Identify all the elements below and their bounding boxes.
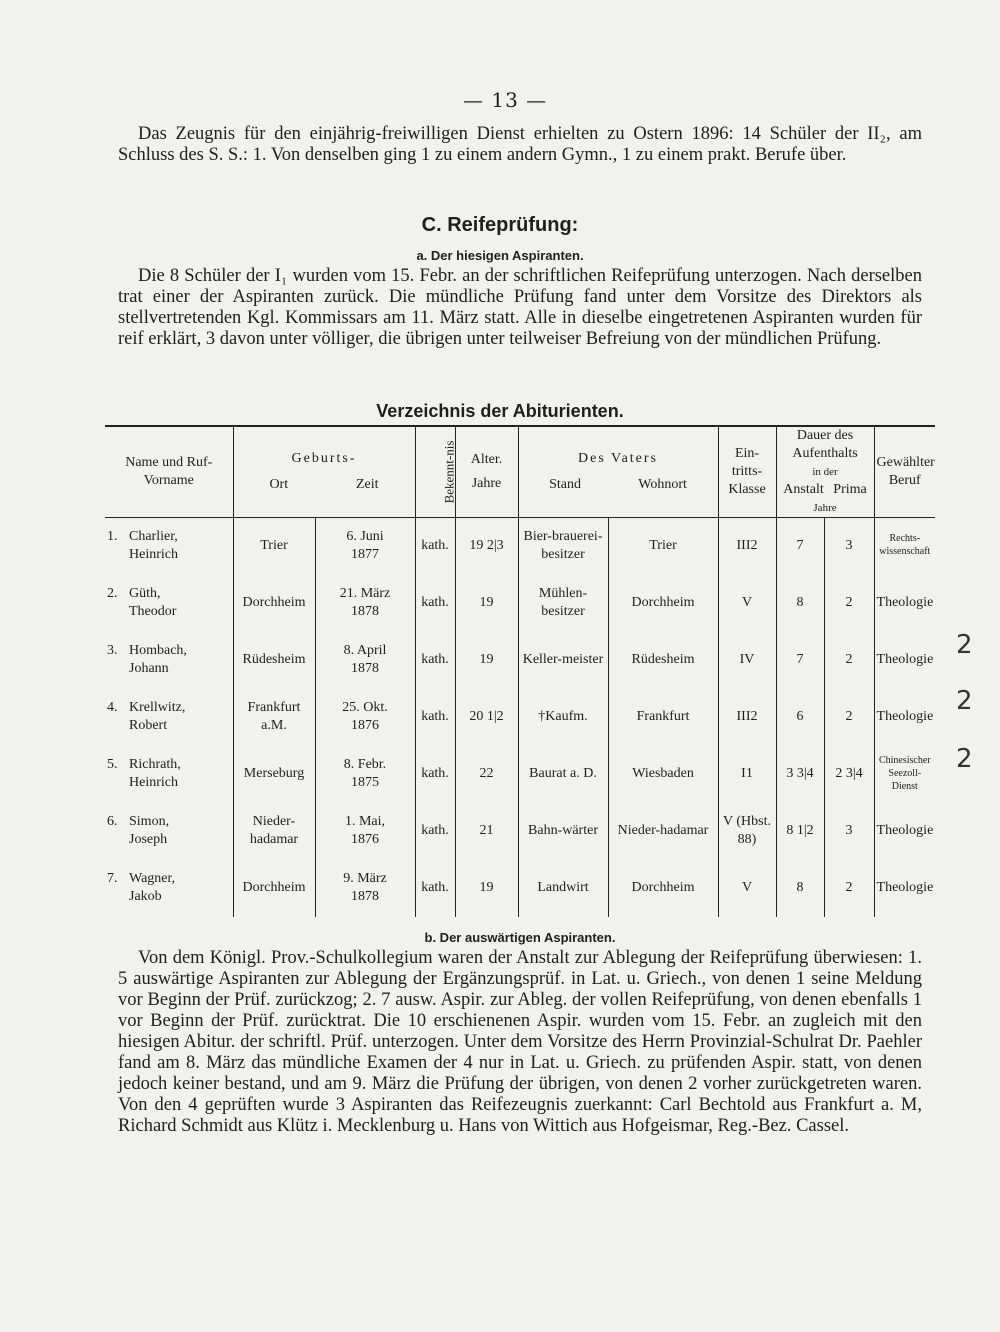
abiturienten-table: [105, 425, 935, 917]
margin-mark: 2: [956, 686, 973, 716]
header-vater: [518, 426, 718, 518]
header-alter-label: Alter.: [470, 452, 503, 467]
row-birthdate-day: 25. Okt.: [342, 700, 388, 715]
row-age: 19: [479, 595, 494, 610]
table-cell: [455, 518, 518, 575]
row-age: 19: [479, 880, 494, 895]
table-cell: [315, 803, 415, 860]
row-entry-class: V: [741, 595, 753, 610]
table-cell: [776, 632, 824, 689]
intro-text: Das Zeugnis für den einjährig-freiwilligen Dienst erhielten zu Ostern 1896: 14 Schüler der II₂, am Schluss des S. S.: 1. Von denselben ging 1 zu einem andern Gymn., 1 zu einem prakt. Berufe über.: [118, 124, 922, 165]
row-birthplace: Trier: [260, 538, 288, 554]
header-anstalt: Anstalt: [783, 482, 824, 497]
table-cell: [874, 860, 935, 917]
row-birthdate-year: 1878: [351, 661, 379, 676]
header-alter-jahre: Jahre: [471, 476, 502, 491]
row-confession: kath.: [421, 538, 449, 554]
table-cell: [518, 632, 608, 689]
row-years-prima: 2: [845, 595, 853, 610]
row-birthplace: Dorchheim: [242, 595, 306, 610]
table-cell: [824, 575, 874, 632]
row-age: 20 1|2: [469, 709, 504, 724]
table-cell: [455, 689, 518, 746]
row-firstname: Johann: [129, 661, 169, 676]
table-header-row: [105, 426, 935, 518]
row-father-occupation: Baurat a. D.: [529, 766, 597, 781]
table-cell: [718, 746, 776, 803]
table-cell: [824, 746, 874, 803]
row-surname: Richrath,: [129, 757, 181, 772]
row-birthdate-day: 6. Juni: [346, 529, 384, 545]
table-cell: [518, 575, 608, 632]
table-cell: [824, 518, 874, 575]
header-prima: Prima: [833, 482, 867, 497]
table-cell: [455, 575, 518, 632]
table-cell: [608, 860, 718, 917]
table-cell: [874, 746, 935, 803]
table-cell: [233, 689, 315, 746]
row-birthdate-day: 8. April: [343, 643, 387, 658]
table-cell: [824, 632, 874, 689]
row-surname: Simon,: [129, 814, 170, 829]
header-dauer: [776, 426, 874, 518]
row-years-prima: 2: [845, 709, 853, 724]
table-row: [105, 575, 935, 632]
paragraph-b: [118, 948, 922, 1137]
row-number: 1.: [107, 529, 118, 545]
page-number: — 13 —: [463, 88, 548, 112]
header-dauer-jahre: Jahre: [813, 502, 837, 514]
row-birthdate-day: 21. März: [339, 586, 391, 601]
row-birthplace: Dorchheim: [242, 880, 306, 895]
row-number: 4.: [107, 700, 118, 715]
table-cell: [874, 689, 935, 746]
header-in-der: in der: [812, 466, 838, 478]
row-surname: Charlier,: [129, 529, 178, 545]
header-ort: Ort: [269, 477, 289, 492]
row-years-prima: 3: [845, 538, 853, 554]
table-cell: [455, 632, 518, 689]
table-cell: [608, 689, 718, 746]
row-surname: Wagner,: [129, 871, 176, 886]
table-cell: [874, 803, 935, 860]
table-cell: [315, 575, 415, 632]
row-father-residence: Nieder-hadamar: [617, 823, 709, 838]
table-cell: [718, 860, 776, 917]
row-years-anstalt: 7: [796, 652, 804, 667]
row-years-anstalt: 7: [796, 538, 804, 554]
row-career: Theologie: [876, 823, 934, 838]
table-cell: [718, 575, 776, 632]
paragraph-a: [118, 266, 922, 350]
row-confession: kath.: [421, 595, 449, 610]
row-surname: Hombach,: [129, 643, 187, 658]
row-number: 5.: [107, 757, 118, 772]
table-cell: [518, 803, 608, 860]
table-cell: [718, 632, 776, 689]
table-cell: [105, 803, 233, 860]
table-cell: [518, 689, 608, 746]
header-bekenntnis: [415, 426, 455, 518]
table-cell: [415, 575, 455, 632]
table-title: Verzeichnis der Abiturienten.: [376, 401, 624, 421]
table-row: [105, 860, 935, 917]
row-number: 7.: [107, 871, 118, 886]
row-age: 21: [479, 823, 494, 838]
table-row: [105, 689, 935, 746]
row-years-anstalt: 6: [796, 709, 804, 724]
table-cell: [824, 803, 874, 860]
subsection-a-title: a. Der hiesigen Aspiranten.: [416, 248, 584, 263]
table-cell: [776, 575, 824, 632]
row-father-occupation: Bahn-wärter: [528, 823, 598, 838]
row-firstname: Heinrich: [129, 775, 178, 790]
row-father-occupation: Mühlen-besitzer: [538, 586, 588, 619]
row-father-residence: Dorchheim: [631, 880, 695, 895]
row-entry-class: III2: [736, 709, 758, 724]
paragraph-b-text: Von dem Königl. Prov.-Schulkollegium waren der Anstalt zur Ablegung der Reifeprüfung überwiesen: 1. 5 auswärtige Aspiranten zur Ablegung der Ergänzungsprüf. in Lat. u. Griech., von denen 1 seine Meldung vor Beginn der Prüf. zurückzog; 2. 7 ausw. Aspir. zur Ableg. der vollen Reifeprüfung, von denen ebenfalls 1 vor Beginn der Prüf. zurücktrat. Die 10 erschienenen Aspir. wurden vom 15. Febr. an zugleich mit den hiesigen Abitur. der schriftl. Prüf. unterzogen. Unter dem Vorsitze des Herrn Provinzial-Schulrat Dr. Paehler fand am 8. März das mündliche Examen der 4 nur in Lat. u. Griech. zu prüfenden Aspir. statt, von denen jedoch keiner bestand, und am 9. März die Prüfung der übrigen, von denen 2 vorher zurückgetreten waren. Von den 4 geprüften wurde 3 Aspiranten das Reifezeugnis zuerkannt: Carl Bechtold aus Frankfurt a. M, Richard Schmidt aus Klütz i. Mecklenburg u. Hans von Wittich aus Hofgeismar, Reg.-Bez. Cassel.: [118, 948, 922, 1136]
row-age: 22: [479, 766, 494, 781]
row-father-residence: Wiesbaden: [632, 766, 694, 781]
table-cell: [874, 632, 935, 689]
table-cell: [233, 575, 315, 632]
table-cell: [608, 575, 718, 632]
row-birthdate-year: 1875: [351, 775, 379, 790]
row-firstname: Robert: [129, 718, 168, 733]
table-cell: [233, 860, 315, 917]
row-career: Theologie: [876, 709, 934, 724]
row-career: Chinesischer Seezoll-Dienst: [878, 754, 931, 792]
table-cell: [315, 689, 415, 746]
table-row: [105, 632, 935, 689]
table-cell: [455, 803, 518, 860]
table-cell: [315, 518, 415, 575]
table-cell: [415, 632, 455, 689]
table-row: [105, 803, 935, 860]
row-confession: kath.: [421, 823, 449, 838]
row-surname: Krellwitz,: [129, 700, 186, 715]
row-entry-class: III2: [736, 538, 758, 554]
table-cell: [105, 575, 233, 632]
row-years-anstalt: 3 3|4: [786, 766, 814, 781]
table-cell: [608, 518, 718, 575]
row-career: Theologie: [876, 880, 934, 895]
row-father-residence: Rüdesheim: [631, 652, 695, 667]
table-cell: [718, 518, 776, 575]
header-wohnort: Wohnort: [638, 477, 687, 492]
row-father-residence: Trier: [649, 538, 677, 554]
row-birthdate-year: 1877: [351, 547, 379, 563]
row-years-prima: 2 3|4: [835, 766, 863, 781]
section-c-title: C. Reifeprüfung:: [421, 214, 579, 236]
table-cell: [105, 860, 233, 917]
table-cell: [718, 689, 776, 746]
table-cell: [518, 518, 608, 575]
row-years-anstalt: 8: [796, 880, 804, 895]
table-cell: [233, 803, 315, 860]
row-entry-class: I1: [741, 766, 753, 781]
table-cell: [105, 632, 233, 689]
row-number: 2.: [107, 586, 118, 601]
row-father-residence: Dorchheim: [631, 595, 695, 610]
row-birthdate-day: 9. März: [343, 871, 387, 886]
header-bekenntnis-label: Bekennt-nis: [440, 440, 456, 503]
header-beruf: Gewählter Beruf: [874, 426, 935, 518]
row-birthplace: Rüdesheim: [242, 652, 306, 667]
table-cell: [824, 689, 874, 746]
row-years-prima: 3: [845, 823, 853, 838]
table-row: [105, 518, 935, 575]
table-cell: [315, 632, 415, 689]
table-cell: [315, 860, 415, 917]
header-eintritt: Ein-tritts-Klasse: [718, 426, 776, 518]
header-stand: Stand: [549, 477, 581, 492]
margin-mark: 2: [956, 744, 973, 774]
row-entry-class: IV: [739, 652, 755, 667]
row-career: Theologie: [876, 652, 934, 667]
row-confession: kath.: [421, 709, 449, 724]
table-cell: [415, 803, 455, 860]
margin-mark: 2: [956, 630, 973, 660]
table-cell: [824, 860, 874, 917]
table-cell: [518, 860, 608, 917]
table-cell: [776, 689, 824, 746]
row-birthplace: Nieder-hadamar: [249, 814, 299, 847]
header-alter: [455, 426, 518, 518]
row-number: 3.: [107, 643, 118, 658]
row-father-occupation: Keller-meister: [522, 652, 604, 667]
row-age: 19: [479, 652, 494, 667]
table-body: [105, 518, 935, 917]
table-cell: [455, 746, 518, 803]
table-cell: [874, 575, 935, 632]
paragraph-a-text: Die 8 Schüler der I₁ wurden vom 15. Febr. an der schriftlichen Reifeprüfung unterzogen. Nach derselben trat einer der Aspiranten zurück. Die mündliche Prüfung fand unter dem Vorsitze des Direktors als stellvertretenden Kgl. Kommissars am 11. März statt. Alle in dieselbe eingetretenen Aspiranten wurden für reif erklärt, 3 davon unter völliger, die übrigen unter teilweiser Befreiung von der mündlichen Prüfung.: [118, 266, 922, 349]
row-birthdate-day: 8. Febr.: [343, 757, 387, 772]
table-cell: [776, 746, 824, 803]
table-cell: [105, 689, 233, 746]
row-birthdate-year: 1878: [351, 604, 379, 619]
table-cell: [415, 689, 455, 746]
row-years-anstalt: 8: [796, 595, 804, 610]
row-birthdate-year: 1878: [351, 889, 379, 904]
row-birthplace: Frankfurt a.M.: [247, 700, 301, 733]
table-cell: [608, 746, 718, 803]
table-cell: [874, 518, 935, 575]
row-father-occupation: Landwirt: [537, 880, 589, 895]
table-cell: [776, 518, 824, 575]
table-cell: [233, 518, 315, 575]
header-geburt: [233, 426, 415, 518]
row-birthdate-year: 1876: [351, 832, 379, 847]
row-entry-class: V: [741, 880, 753, 895]
table-cell: [776, 860, 824, 917]
table-cell: [776, 803, 824, 860]
table-cell: [608, 632, 718, 689]
row-firstname: Theodor: [129, 604, 177, 619]
row-firstname: Jakob: [129, 889, 162, 904]
table-cell: [455, 860, 518, 917]
row-confession: kath.: [421, 652, 449, 667]
row-birthdate-day: 1. Mai,: [344, 814, 386, 829]
row-years-anstalt: 8 1|2: [786, 823, 814, 838]
row-years-prima: 2: [845, 880, 853, 895]
subsection-b-title: b. Der auswärtigen Aspiranten.: [424, 930, 616, 945]
header-zeit: Zeit: [356, 477, 379, 492]
row-age: 19 2|3: [469, 538, 504, 554]
row-career: Rechts-wissenschaft: [879, 533, 931, 558]
table-cell: [415, 746, 455, 803]
header-vater-label: Des Vaters: [578, 451, 659, 466]
row-entry-class: V (Hbst. 88): [723, 814, 771, 847]
table-cell: [608, 803, 718, 860]
row-surname: Güth,: [129, 586, 161, 601]
header-geburt-label: Geburts-: [291, 451, 357, 466]
row-birthplace: Merseburg: [243, 766, 305, 781]
header-dauer-label: Dauer des Aufenthalts: [792, 428, 858, 461]
row-firstname: Joseph: [129, 832, 168, 847]
row-father-occupation: Bier-brauerei-besitzer: [523, 529, 603, 563]
intro-paragraph: [118, 124, 922, 166]
table-cell: [233, 746, 315, 803]
table-cell: [718, 803, 776, 860]
row-career: Theologie: [876, 595, 934, 610]
row-father-occupation: †Kaufm.: [538, 709, 588, 724]
table-cell: [415, 860, 455, 917]
table-cell: [105, 746, 233, 803]
table-cell: [105, 518, 233, 575]
row-birthdate-year: 1876: [351, 718, 379, 733]
row-confession: kath.: [421, 766, 449, 781]
table-row: [105, 746, 935, 803]
row-confession: kath.: [421, 880, 449, 895]
table-cell: [415, 518, 455, 575]
row-firstname: Heinrich: [129, 547, 178, 563]
table-cell: [518, 746, 608, 803]
row-father-residence: Frankfurt: [636, 709, 690, 724]
table-cell: [315, 746, 415, 803]
table-cell: [233, 632, 315, 689]
row-number: 6.: [107, 814, 118, 829]
row-years-prima: 2: [845, 652, 853, 667]
header-name: Name und Ruf-Vorname: [105, 426, 233, 518]
